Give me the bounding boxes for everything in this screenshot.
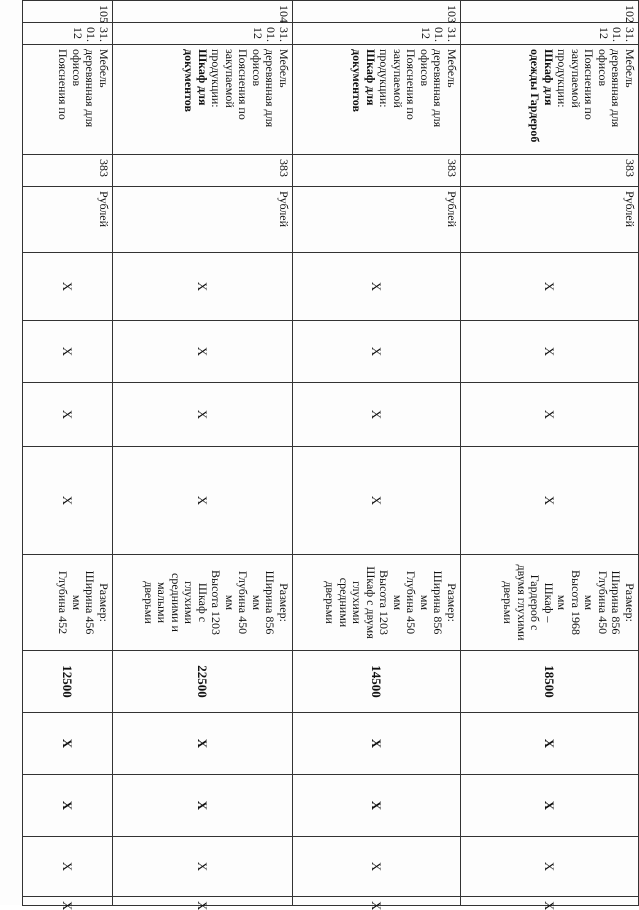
characteristics-line: Высота 1203	[377, 570, 392, 635]
empty-mark: X	[369, 495, 385, 506]
okpd-code-part: 31.	[445, 27, 459, 42]
okpd-code-part: 31.	[277, 27, 291, 42]
item-name-line: деревянная для	[609, 49, 624, 128]
empty-mark-cell: X	[293, 897, 461, 906]
row-number: 104	[277, 5, 291, 23]
empty-mark: X	[60, 800, 76, 811]
empty-mark-cell	[293, 383, 461, 447]
empty-mark: X	[369, 861, 385, 872]
okpd-code-part: 31.	[97, 27, 111, 42]
empty-mark-cell	[461, 837, 639, 897]
item-name-cell	[293, 45, 461, 155]
item-name-line: Мебель	[97, 49, 111, 88]
characteristics-line: средними	[337, 577, 351, 628]
characteristics-line: дверьми	[323, 581, 338, 624]
empty-mark-cell	[461, 775, 639, 837]
empty-mark-cell: X	[113, 897, 293, 906]
item-name-line: продукции:	[209, 49, 224, 108]
characteristics-cell	[293, 555, 461, 651]
empty-mark-cell	[461, 447, 639, 555]
table-row	[461, 1, 639, 906]
item-name-cell	[23, 45, 113, 155]
item-name-line: Пояснения по	[236, 49, 251, 120]
empty-mark: X	[60, 281, 76, 292]
empty-mark: X	[60, 738, 76, 749]
item-name-bold-line: Шкаф для	[542, 49, 556, 106]
item-name-cell	[461, 45, 639, 155]
characteristics-line: Глубина 450	[596, 570, 610, 635]
row-number: 103	[445, 5, 459, 23]
empty-mark: X	[542, 346, 558, 357]
table-body	[23, 1, 639, 910]
empty-mark: X	[195, 409, 211, 420]
item-name-line: продукции:	[555, 49, 570, 108]
price-value: 18500	[542, 665, 558, 698]
characteristics-line: Глубина 450	[404, 570, 419, 635]
table-row	[113, 1, 293, 906]
empty-mark-cell	[23, 447, 113, 555]
item-name-line: деревянная для	[83, 49, 98, 128]
item-name-line: Мебель	[277, 49, 291, 88]
empty-mark: X	[369, 346, 385, 357]
row-number: 102	[623, 5, 637, 23]
okei-code-cell	[113, 155, 293, 187]
okpd-code-part: 12	[251, 27, 265, 39]
empty-mark: X	[195, 495, 211, 506]
empty-mark-cell	[23, 775, 113, 837]
okei-code-cell	[293, 155, 461, 187]
characteristics-line: Размер:	[623, 583, 637, 622]
empty-mark: X	[542, 738, 558, 749]
okpd-code-part: 31.	[623, 27, 637, 42]
characteristics-line: Глубина 450	[236, 570, 251, 635]
characteristics-line: мм	[250, 594, 264, 611]
okpd-code-part: 01.	[610, 27, 624, 42]
characteristics-line: Шкаф с двумя	[364, 566, 378, 639]
characteristics-line: Высота 1968	[569, 570, 583, 635]
okei-code: 383	[97, 159, 111, 177]
okpd-code-part: 01.	[84, 27, 98, 42]
characteristics-line: мм	[582, 594, 597, 611]
empty-mark-cell	[461, 713, 639, 775]
item-name-line: Мебель	[445, 49, 459, 88]
empty-mark: X	[542, 495, 558, 506]
okei-code-cell	[23, 155, 113, 187]
empty-mark-cell	[293, 447, 461, 555]
item-name-bold-line: Шкаф для	[196, 49, 210, 106]
empty-mark-cell	[113, 775, 293, 837]
price-value: 12500	[60, 665, 76, 698]
characteristics-line: мм	[391, 594, 405, 611]
empty-mark: X	[60, 495, 76, 506]
characteristics-cell	[23, 555, 113, 651]
empty-mark: X	[542, 281, 558, 292]
empty-mark-cell	[113, 253, 293, 321]
characteristics-line: Размер:	[445, 583, 459, 622]
empty-mark-cell	[461, 383, 639, 447]
okpd-code-cell	[23, 23, 113, 45]
item-name-line: деревянная для	[431, 49, 446, 128]
empty-mark-cell: X	[461, 897, 639, 906]
price-cell	[461, 651, 639, 713]
unit-label: Рублей	[97, 191, 111, 228]
characteristics-line: Ширина 856	[431, 570, 446, 635]
row-number: 105	[97, 5, 111, 23]
table-row	[23, 1, 113, 906]
item-name-line: продукции:	[377, 49, 392, 108]
empty-mark-cell	[293, 253, 461, 321]
okei-code-cell	[461, 155, 639, 187]
table-row	[293, 1, 461, 906]
empty-mark: X	[195, 861, 211, 872]
characteristics-line: Шкаф –	[542, 582, 556, 623]
price-value: 14500	[369, 665, 385, 698]
characteristics-line: Высота 1203	[209, 570, 224, 635]
procurement-table	[22, 0, 639, 910]
item-name-line: Пояснения по	[582, 49, 597, 120]
okpd-code-cell	[461, 23, 639, 45]
characteristics-line: Гардероб с	[528, 574, 543, 631]
empty-mark: X	[195, 346, 211, 357]
empty-mark: X	[542, 409, 558, 420]
okpd-code-cell	[293, 23, 461, 45]
okei-code: 383	[623, 159, 637, 177]
empty-mark: X	[60, 409, 76, 420]
characteristics-line: мм	[555, 594, 570, 611]
characteristics-line: дверьми	[501, 581, 516, 624]
okei-code: 383	[445, 159, 459, 177]
empty-mark-cell	[23, 383, 113, 447]
unit-label: Рублей	[277, 191, 291, 228]
okpd-code-cell	[113, 23, 293, 45]
characteristics-line: глухими	[350, 581, 365, 624]
okpd-code-part: 01.	[432, 27, 446, 42]
item-name-bold-line: одежды Гардероб	[528, 49, 543, 143]
okei-code: 383	[277, 159, 291, 177]
empty-mark-cell	[23, 253, 113, 321]
empty-mark: X	[195, 281, 211, 292]
item-name-line: закупаемой	[391, 49, 405, 108]
price-value: 22500	[195, 665, 211, 698]
characteristics-line: малыми	[155, 581, 170, 623]
empty-mark-cell	[113, 321, 293, 383]
row-number-cell	[113, 1, 293, 23]
item-name-line: офисов	[418, 49, 432, 87]
empty-mark-cell	[113, 383, 293, 447]
empty-mark-cell	[293, 321, 461, 383]
characteristics-line: Шкаф с	[196, 582, 210, 623]
row-number-cell	[461, 1, 639, 23]
empty-mark: X	[542, 861, 558, 872]
characteristics-cell	[461, 555, 639, 651]
unit-cell	[461, 187, 639, 253]
empty-mark-cell	[461, 321, 639, 383]
item-name-line: закупаемой	[569, 49, 583, 108]
empty-mark: X	[195, 800, 211, 811]
item-name-line: офисов	[596, 49, 610, 87]
empty-mark: X	[369, 800, 385, 811]
empty-mark: X	[542, 800, 558, 811]
okpd-code-part: 12	[71, 27, 85, 39]
okpd-code-part: 12	[419, 27, 433, 39]
unit-cell	[113, 187, 293, 253]
characteristics-line: Размер:	[97, 583, 111, 622]
characteristics-line: дверьми	[142, 581, 156, 624]
empty-mark-cell	[23, 837, 113, 897]
item-name-line: деревянная для	[263, 49, 278, 128]
empty-mark-cell	[23, 321, 113, 383]
unit-cell	[23, 187, 113, 253]
characteristics-line: мм	[418, 594, 432, 611]
characteristics-line: средними и	[169, 573, 183, 632]
characteristics-line: Ширина 856	[609, 570, 624, 635]
item-name-cell	[113, 45, 293, 155]
price-cell	[293, 651, 461, 713]
characteristics-line: Глубина 452	[56, 570, 71, 635]
item-name-line: закупаемой	[223, 49, 237, 108]
empty-mark-cell	[113, 837, 293, 897]
empty-mark: X	[369, 409, 385, 420]
item-name-line: Мебель	[623, 49, 637, 88]
empty-mark: X	[60, 861, 76, 872]
item-name-line: Пояснения по	[56, 49, 71, 120]
row-number-cell	[23, 1, 113, 23]
characteristics-line: мм	[70, 594, 84, 611]
unit-label: Рублей	[445, 191, 459, 228]
item-name-bold-line: документов	[182, 49, 197, 112]
empty-mark-cell	[113, 713, 293, 775]
empty-mark: X	[60, 346, 76, 357]
item-name-bold-line: Шкаф для	[364, 49, 378, 106]
price-cell	[113, 651, 293, 713]
empty-mark-cell	[461, 253, 639, 321]
empty-mark-cell	[293, 775, 461, 837]
empty-mark-cell	[293, 713, 461, 775]
item-name-line: Пояснения по	[404, 49, 419, 120]
characteristics-line: Ширина 856	[263, 570, 278, 635]
characteristics-cell	[113, 555, 293, 651]
row-number-cell	[293, 1, 461, 23]
empty-mark: X	[369, 738, 385, 749]
empty-mark-cell	[113, 447, 293, 555]
empty-mark-cell	[293, 837, 461, 897]
item-name-line: офисов	[70, 49, 84, 87]
item-name-line: офисов	[250, 49, 264, 87]
empty-mark-cell	[23, 713, 113, 775]
item-name-bold-line: документов	[350, 49, 365, 112]
characteristics-line: Размер:	[277, 583, 291, 622]
unit-label: Рублей	[623, 191, 637, 228]
characteristics-line: мм	[223, 594, 237, 611]
empty-mark: X	[369, 281, 385, 292]
unit-cell	[293, 187, 461, 253]
characteristics-line: глухими	[182, 581, 197, 624]
okpd-code-part: 01.	[264, 27, 278, 42]
price-cell	[23, 651, 113, 713]
characteristics-line: двумя глухими	[515, 564, 529, 641]
empty-mark-cell: X	[23, 897, 113, 906]
okpd-code-part: 12	[597, 27, 611, 39]
characteristics-line: Ширина 456	[83, 570, 98, 635]
empty-mark: X	[195, 738, 211, 749]
